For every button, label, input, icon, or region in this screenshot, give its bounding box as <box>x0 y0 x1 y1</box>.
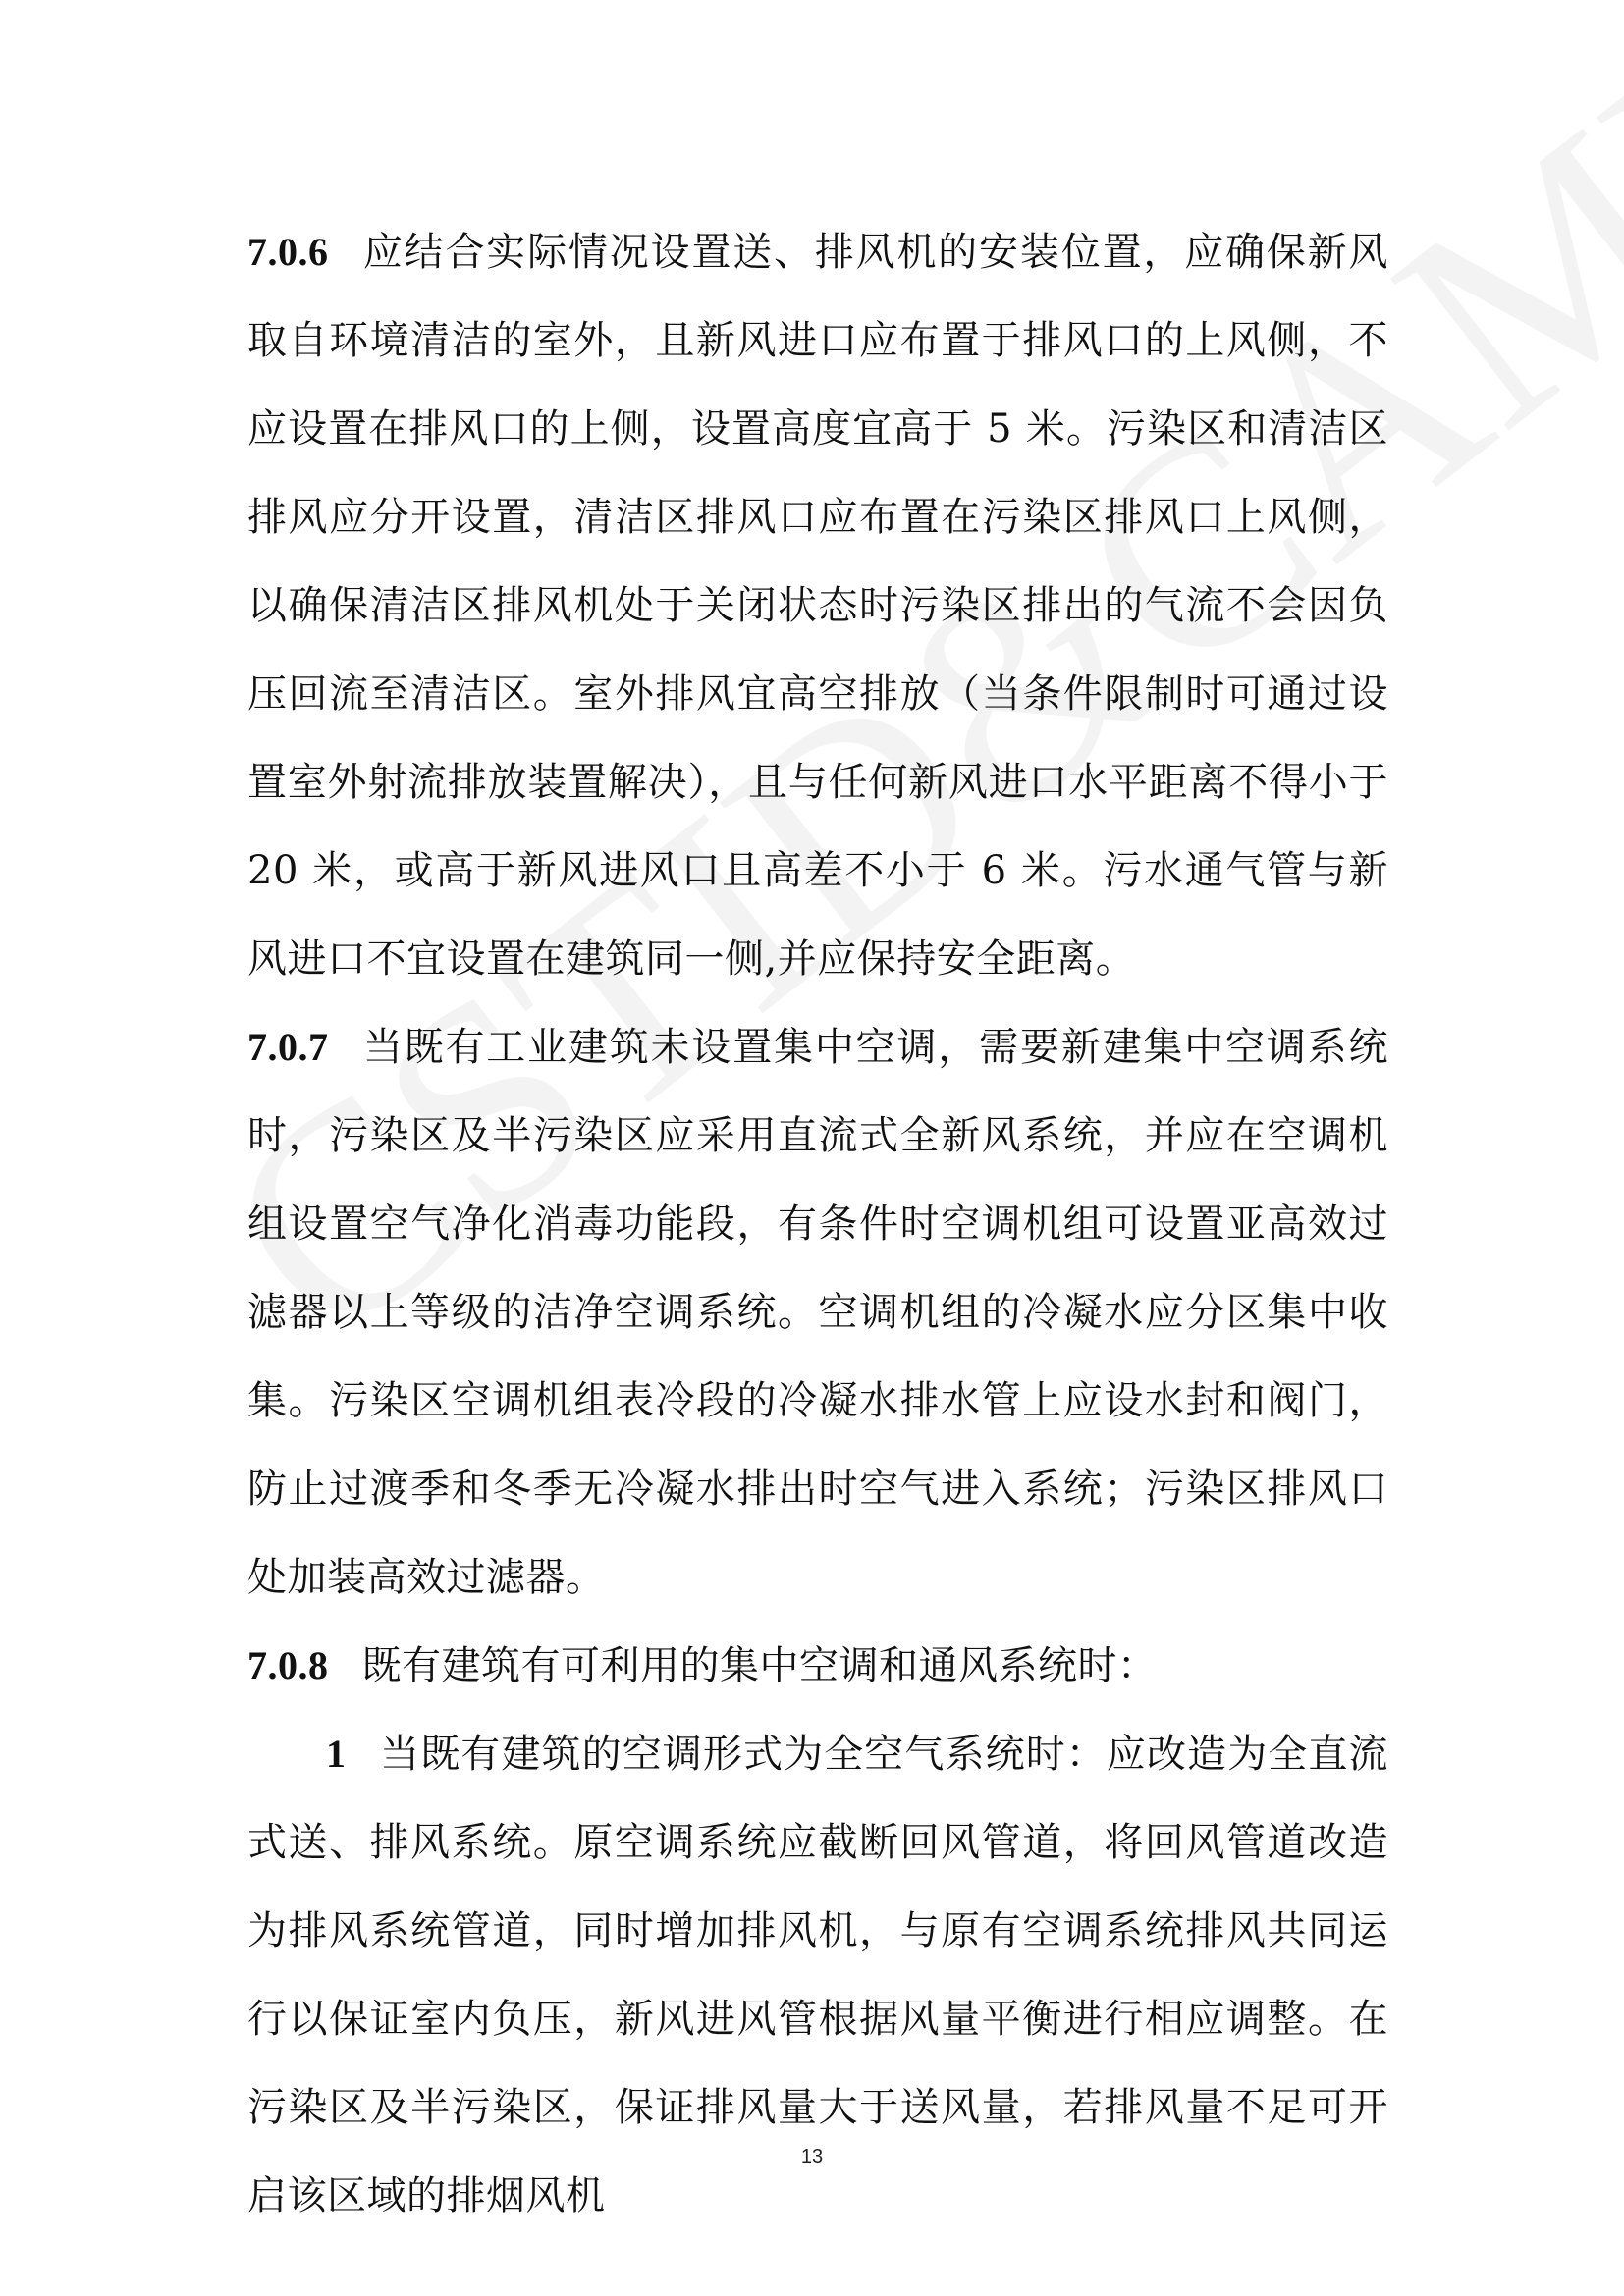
clause-7-0-7 <box>247 1003 1388 1622</box>
clause-number: 7.0.8 <box>247 1643 329 1687</box>
document-body <box>247 208 1388 2240</box>
clause-7-0-6 <box>247 208 1388 1003</box>
item-number: 1 <box>326 1732 347 1776</box>
clause-text: 既有建筑有可利用的集中空调和通风系统时： <box>361 1643 1158 1688</box>
clause-number: 7.0.7 <box>247 1025 329 1069</box>
page-number: 13 <box>800 2146 824 2167</box>
clause-7-0-8 <box>247 1622 1388 1710</box>
clause-number: 7.0.6 <box>247 230 329 274</box>
item-text: 当既有建筑的空调形式为全空气系统时：应改造为全直流式送、排风系统。原空调系统应截断回风管道，将回风管道改造为排风系统管道，同时增加排风机，与原有空调系统排风共同运行以保证室内负压，新风进风管根据风量平衡进行相应调整。在污染区及半污染区，保证排风量大于送风量，若排风量不足可开启该区域的排烟风机 <box>247 1732 1388 2218</box>
clause-text: 当既有工业建筑未设置集中空调，需要新建集中空调系统时，污染区及半污染区应采用直流式全新风系统，并应在空调机组设置空气净化消毒功能段，有条件时空调机组可设置亚高效过滤器以上等级的洁净空调系统。空调机组的冷凝水应分区集中收集。污染区空调机组表冷段的冷凝水排水管上应设水封和阀门，防止过渡季和冬季无冷凝水排出时空气进入系统；污染区排风口处加装高效过滤器。 <box>247 1025 1388 1600</box>
clause-text: 应结合实际情况设置送、排风机的安装位置，应确保新风取自环境清洁的室外，且新风进口应布置于排风口的上风侧，不应设置在排风口的上侧，设置高度宜高于 5 米。污染区和清洁区排风应分开设置，清洁区排风口应布置在污染区排风口上风侧，以确保清洁区排风机处于关闭状态时污染区排出的气流不会因负压回流至清洁区。室外排风宜高空排放（当条件限制时可通过设置室外射流排放装置解决），且与任何新风进口水平距离不得小于 20 米，或高于新风进风口且高差不小于 6 米。污水通气管与新风进口不宜设置在建筑同一侧,并应保持安全距离。 <box>247 230 1388 982</box>
